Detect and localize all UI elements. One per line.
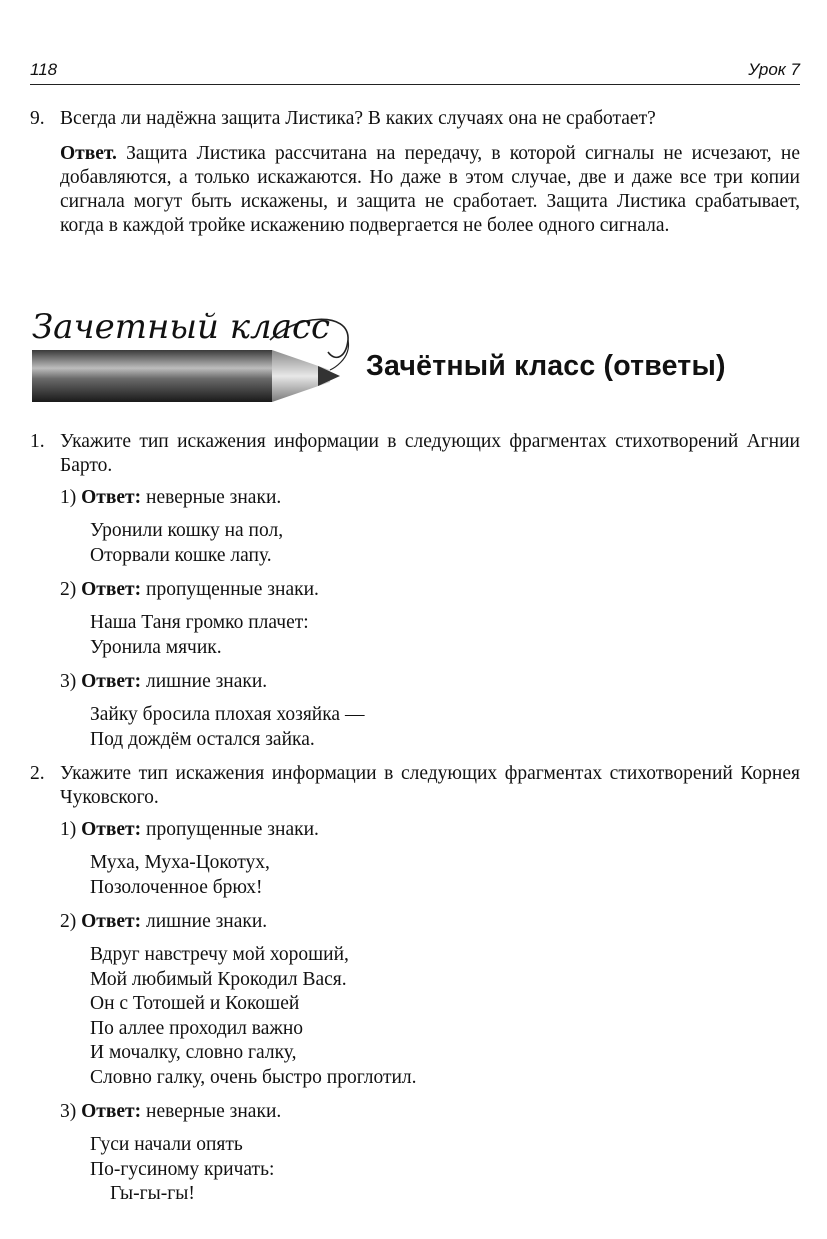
task-text: Укажите тип искажения информации в следующих фрагментах стихотворений Агнии Барто. [60,431,800,476]
task-2 [30,762,800,1207]
answer-label: Ответ: [81,579,142,600]
verse-line: Вдруг навстречу мой хороший, [90,944,349,965]
task-list [30,430,800,1217]
task-number: 1. [30,431,45,452]
item-number: 2) [60,579,77,600]
verse-line: Зайку бросила плохая хозяйка — [90,704,365,725]
verse-line: По-гусиному кричать: [90,1158,275,1180]
pencil-lead [318,366,340,386]
item-number: 1) [60,819,77,840]
answer-text: неверные знаки. [146,487,282,508]
answer-item [60,1100,800,1124]
section-banner [30,300,800,410]
answer-item [60,670,800,694]
item-number: 3) [60,1101,77,1122]
answer-text: Защита Листика рассчитана на передачу, в которой сигналы не исчезают, не добавляются, а только искажаются. Но даже в этом случае, две и даже все три копии сигнала могут быть искажены, и защита не сработает. Защита Листика срабатывает, когда в каждой тройке искажению подвергается не более одного сигнала. [60,143,801,236]
verse-line: Он с Тотошей и Кокошей [90,993,300,1014]
item-number: 1) [60,487,77,508]
answer-item [60,486,800,510]
page-number: 118 [30,60,58,79]
verse-line: Под дождём остался зайка. [90,728,315,750]
section-title: Зачётный класс (ответы) [366,350,726,382]
verse-line: Гы-гы-гы! [110,1183,195,1204]
answer-text: пропущенные знаки. [146,579,319,600]
answer-label: Ответ: [81,819,142,840]
verse-line: Уронила мячик. [90,636,222,658]
question-number: 9. [30,108,45,129]
verse [90,943,800,1090]
verse-line: Гуси начали опять [90,1134,243,1155]
verse [90,851,800,900]
verse-line: Мой любимый Крокодил Вася. [90,968,347,990]
verse [90,703,800,752]
chapter-title: Урок 7 [748,60,800,79]
page-header [30,58,800,85]
answer-item [60,818,800,842]
answer-text: лишние знаки. [146,671,268,692]
answer-label: Ответ: [81,911,142,932]
verse [90,519,800,568]
answer-label: Ответ: [81,1101,142,1122]
verse-line: И мочалку, словно галку, [90,1042,297,1063]
verse-line: Уронили кошку на пол, [90,520,284,541]
verse-line: Наша Таня громко плачет: [90,612,309,633]
answer-paragraph [60,142,800,238]
verse-line: Словно галку, очень быстро проглотил. [90,1066,417,1088]
verse-line: По аллее проходил важно [90,1017,304,1039]
verse [90,1133,800,1207]
verse-line: Муха, Муха-Цокотух, [90,852,270,873]
verse-line: Оторвали кошке лапу. [90,544,272,566]
answer-text: пропущенные знаки. [146,819,319,840]
task-number: 2. [30,763,45,784]
answer-label: Ответ. [60,143,117,164]
question-9 [30,107,800,238]
answer-item [60,910,800,934]
pencil-body [32,350,272,402]
verse-line: Позолоченное брюх! [90,876,263,898]
item-number: 3) [60,671,77,692]
task-1 [30,430,800,752]
answer-text: неверные знаки. [146,1101,282,1122]
pencil-logo-icon [30,300,360,410]
task-text: Укажите тип искажения информации в следующих фрагментах стихотворений Корнея Чуковского. [60,763,800,808]
answer-text: лишние знаки. [146,911,268,932]
verse [90,611,800,660]
logo-script-text: Зачетный класс [32,307,331,347]
item-number: 2) [60,911,77,932]
answer-label: Ответ: [81,487,142,508]
answer-item [60,578,800,602]
question-text: Всегда ли надёжна защита Листика? В каких случаях она не сработает? [60,108,656,129]
answer-label: Ответ: [81,671,142,692]
